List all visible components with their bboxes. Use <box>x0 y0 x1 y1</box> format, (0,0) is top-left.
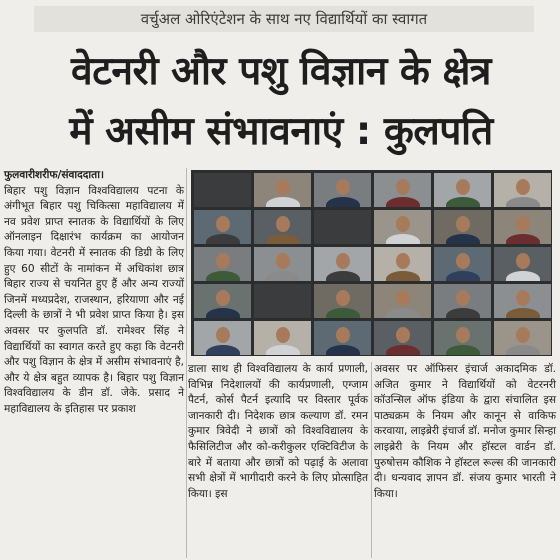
participant-tile <box>254 173 311 207</box>
participant-tile <box>194 210 251 244</box>
participant-body <box>446 197 480 207</box>
participant-body <box>506 345 540 355</box>
article-column-3 <box>374 362 556 502</box>
column-rule <box>186 168 187 558</box>
participant-tile <box>374 284 431 318</box>
participant-tile <box>434 210 491 244</box>
participant-tile <box>494 321 551 355</box>
participant-head <box>396 253 410 269</box>
participant-body <box>446 345 480 355</box>
participant-tile <box>314 173 371 207</box>
headline-line-1: वेटनरी और पशु विज्ञान के क्षेत्र <box>71 49 491 94</box>
participant-tile <box>434 173 491 207</box>
participant-head <box>456 216 470 232</box>
column-rule <box>371 362 372 558</box>
participant-body <box>266 197 300 207</box>
participant-head <box>396 327 410 343</box>
participant-tile <box>194 247 251 281</box>
participant-tile <box>494 284 551 318</box>
participant-head <box>516 216 530 232</box>
article-column-1 <box>4 168 184 418</box>
participant-body <box>386 271 420 281</box>
participant-body <box>506 308 540 318</box>
participant-tile <box>254 321 311 355</box>
participant-tile <box>194 321 251 355</box>
participant-tile <box>494 247 551 281</box>
participant-body <box>266 345 300 355</box>
article-column-2 <box>188 362 368 502</box>
participant-body <box>326 345 360 355</box>
participant-tile <box>314 247 371 281</box>
participant-head <box>216 290 230 306</box>
participant-head <box>336 327 350 343</box>
participant-body <box>326 271 360 281</box>
participant-tile <box>434 247 491 281</box>
participant-tile <box>314 210 371 244</box>
participant-head <box>456 179 470 195</box>
participant-tile <box>254 210 311 244</box>
kicker-strap: वर्चुअल ओरिएंटेशन के साथ नए विद्यार्थियों का स्वागत <box>34 6 534 32</box>
participant-head <box>336 253 350 269</box>
participant-head <box>396 216 410 232</box>
participant-body <box>266 234 300 244</box>
participant-body <box>326 308 360 318</box>
participant-body <box>446 271 480 281</box>
participant-head <box>276 327 290 343</box>
participant-body <box>206 234 240 244</box>
participant-tile <box>254 247 311 281</box>
participant-head <box>396 179 410 195</box>
participant-tile <box>374 321 431 355</box>
column-3-text: अवसर पर ऑफिसर इंचार्ज अकादमिक डॉ. अजित कुमार ने विद्यार्थियों को वेटरनरी कॉउन्सिल ऑफ इंडिया के द्वारा संचालित इस पाठ्यक्रम के नियम और कानून से वाकिफ करवाया, लाइब्रेरी इंचार्ज डॉ. मनोज कुमार सिन्हा लाइब्रेरी के नियम और हॉस्टल वार्डन डॉ. पुरुषोत्तम कौशिक ने हॉस्टल रूल्स की जानकारी दी। धन्यवाद ज्ञापन डॉ. संजय कुमार भारती ने किया। <box>374 363 556 500</box>
participant-head <box>456 253 470 269</box>
participant-body <box>386 308 420 318</box>
dateline: फुलवारीशरीफ/संवाददाता। <box>4 169 104 181</box>
column-1-text: बिहार पशु विज्ञान विश्वविद्यालय पटना के अंगीभूत बिहार पशु चिकित्सा महाविद्यालय में नव प्रवेश प्राप्त स्नातक के विद्यार्थियों के लिए ऑनलाइन दिक्षारंभ कार्यक्रम का आयोजन किया गया। वेटनरी में स्नातक की डिग्री के लिए हुए 60 सीटों के नामांकन में अधिकांश छात्र बिहार राज्य से चयनित हुए हैं और अन्य राज्यों जिनमें मध्यप्रदेश, राजस्थान, हरियाणा और नई दिल्ली के छात्रों ने भी प्रवेश प्राप्त किया है। इस अवसर पर कुलपति डॉ. रामेश्वर सिंह ने विद्यार्थियों का स्वागत करते हुए कहा कि वेटनरी और पशु विज्ञान के क्षेत्र में असीम संभावनाएं है, और ये क्षेत्र बहुत व्यापक है। बिहार पशु विज्ञान विश्वविद्यालय के डीन डॉ. जेके. प्रसाद ने महाविद्यालय के इतिहास पर प्रकाश <box>4 184 184 415</box>
participant-body <box>506 234 540 244</box>
column-2-text: डाला साथ ही विश्वविद्यालय के कार्य प्रणाली, विभिन्न निदेशालयों की कार्यप्रणाली, एग्जाम पैटर्न, कोर्स पैटर्न इत्यादि पर विस्तार पूर्वक जानकारी दी। निदेशक छात्र कल्याण डॉ. रमन कुमार त्रिवेदी ने छात्रों को विश्वविद्यालय के फैसिलिटीज और को-करीकुलर एक्टिविटीज के बारे में बताया और छात्रों को पढ़ाई के अलावा सभी क्षेत्रों में भागीदारी करने के लिए प्रोत्साहित किया। इस <box>188 363 368 500</box>
participant-head <box>516 253 530 269</box>
participant-tile <box>434 321 491 355</box>
participant-tile <box>374 247 431 281</box>
participant-head <box>216 327 230 343</box>
participant-body <box>206 271 240 281</box>
participant-tile <box>374 173 431 207</box>
participant-tile <box>434 284 491 318</box>
participant-head <box>516 179 530 195</box>
participant-tile <box>494 173 551 207</box>
participant-body <box>506 271 540 281</box>
participant-tile <box>494 210 551 244</box>
participant-tile <box>194 173 251 207</box>
participant-head <box>276 253 290 269</box>
participant-head <box>516 290 530 306</box>
participant-head <box>276 216 290 232</box>
participant-head <box>216 216 230 232</box>
participant-body <box>206 308 240 318</box>
participant-body <box>446 308 480 318</box>
participant-body <box>266 271 300 281</box>
participant-head <box>276 179 290 195</box>
headline-line-2: में असीम संभावनाएं : कुलपति <box>69 109 493 154</box>
participant-body <box>206 345 240 355</box>
participant-tile <box>374 210 431 244</box>
participant-body <box>446 234 480 244</box>
participant-head <box>336 179 350 195</box>
participant-head <box>216 253 230 269</box>
video-conference-photo <box>191 170 552 356</box>
participant-tile <box>314 321 371 355</box>
participant-head <box>336 290 350 306</box>
participant-body <box>386 345 420 355</box>
participant-head <box>516 327 530 343</box>
participant-head <box>456 290 470 306</box>
participant-head <box>456 327 470 343</box>
participant-tile <box>254 284 311 318</box>
participant-tile <box>194 284 251 318</box>
participant-body <box>506 197 540 207</box>
participant-head <box>396 290 410 306</box>
participant-body <box>386 234 420 244</box>
participant-body <box>386 197 420 207</box>
participant-body <box>326 197 360 207</box>
participant-tile <box>314 284 371 318</box>
